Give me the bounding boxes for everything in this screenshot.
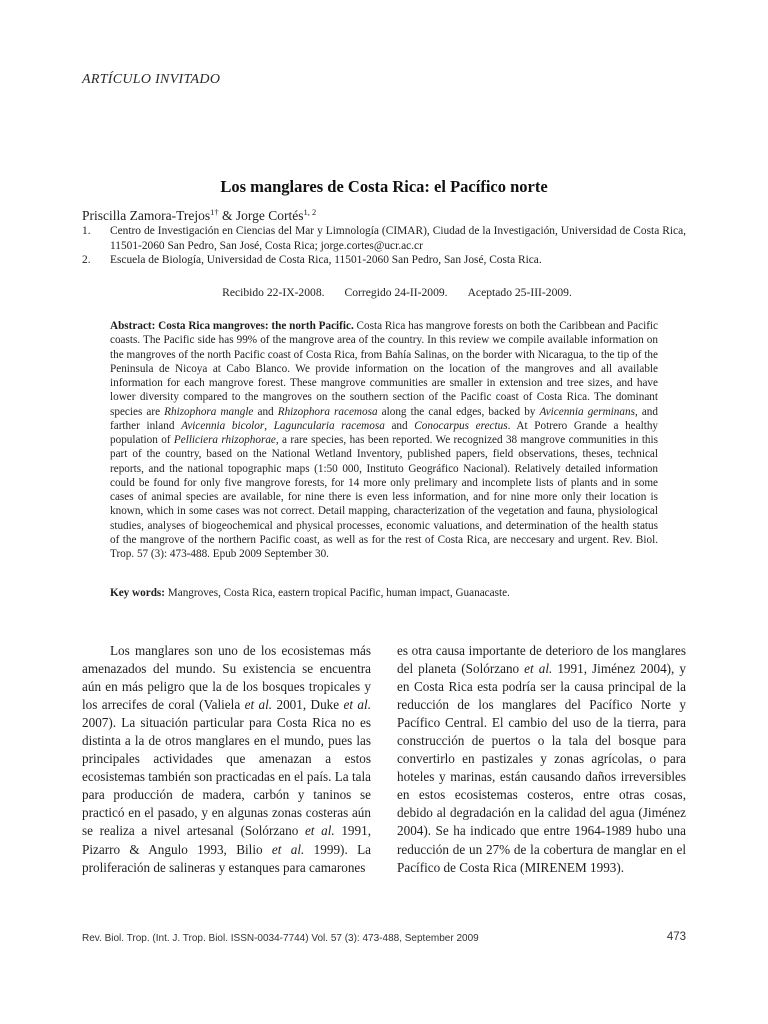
body-text: Los manglares son uno de los ecosistemas más amenazados del mundo. Su existencia se encuentra aún en más peligro que la de los bosques tropicales y los arrecifes de coral (Valiela — [82, 643, 371, 713]
author-name-1: Priscilla Zamora-Trejos — [82, 208, 211, 223]
author-1-marks: 1† — [210, 207, 219, 217]
species-name: Rhizophora racemosa — [277, 405, 378, 418]
keywords-label: Key words: — [110, 587, 165, 599]
body-column-left — [82, 642, 371, 877]
species-name: Rhizophora mangle — [164, 405, 254, 418]
species-name: Avicennia germinans — [539, 405, 635, 418]
species-name: Pelliciera rhizophorae — [173, 434, 276, 446]
date-accepted: Aceptado 25-III-2009. — [467, 286, 572, 299]
citation-etal: et al. — [244, 697, 273, 713]
body-text: 1991, Jiménez 2004), y en Costa Rica esta podría ser la causa principal de la reducción de los manglares del Pacífico Norte y Pacífico Central. El cambio del uso de la tierra, para construcción de puertos o la tala del bosque para convertirlo en pastizales y zonas agrícolas, o para hoteles y marinas, están causando daños irreversibles en estos ecosistemas costeros, entre otras cosas, debido al degradación en la calidad del agua (Jiménez 2004). Se ha indicado que entre 1964-1989 hubo una reducción de un 27% de la cobertura de manglar en el Pacífico de Costa Rica (MIRENEM 1993). — [397, 661, 686, 875]
author-separator: & — [218, 208, 236, 223]
page-number: 473 — [666, 931, 686, 943]
abstract-lead: Abstract: Costa Rica mangroves: the north Pacific. — [110, 320, 354, 332]
body-text: 1999). La proliferación de salineras y estanques para camarones — [82, 841, 371, 875]
author-name-2: Jorge Cortés — [235, 208, 304, 223]
keywords — [110, 586, 658, 600]
affiliation-text: Centro de Investigación en Ciencias del Mar y Limnología (CIMAR), Ciudad de la Investigación, Universidad de Costa Rica, 11501-2060 San Pedro, San José, Costa Rica; jorge.cortes@ucr.ac.cr — [110, 225, 686, 252]
keywords-text: Mangroves, Costa Rica, eastern tropical Pacific, human impact, Guanacaste. — [165, 587, 510, 599]
affiliation-text: Escuela de Biología, Universidad de Costa Rica, 11501-2060 San Pedro, San José, Costa Rica. — [110, 254, 542, 266]
abstract-text: along the canal edges, backed by — [377, 405, 540, 418]
citation-etal: et al. — [343, 697, 371, 713]
species-name: Conocarpus erectus — [414, 419, 508, 432]
author-line — [82, 207, 316, 224]
footer-citation: Rev. Biol. Trop. (Int. J. Trop. Biol. ISSN-0034-7744) Vol. 57 (3): 473-488, September 2009 — [82, 933, 479, 944]
body-text: 1991, Pizarro & Angulo 1993, Bilio — [82, 823, 372, 857]
body-text: 2007). La situación particular para Costa Rica no es distinta a la de otros manglares en el mundo, pues las principales actividades que amenazan a estos ecosistemas también son practicadas en el país. La tala para producción de madera, carbón y taninos se practicó en el pasado, y en algunas zonas costeras aún se realiza a nivel artesanal (Solórzano — [82, 715, 371, 839]
abstract-text: , a rare species, has been reported. We recognized 38 mangrove communities in this part of the country, based on the National Wetland Inventory, published papers, field observations, theses, technical reports, and the national topographic maps (1:50 000, Instituto Geográfico Nacional). Relatively detailed information could be found for only five mangrove forests, for 14 more only prelimary and incomplete lists of plants and in some cases of animal species are available, for nine there is even less information, and for nine more only their location is known, which in some cases was not correct. Detail mapping, characterization of the vegetation and fauna, physiological studies, analyses of biogeochemical and physical processes, economic valuations, and determination of the health status of the mangrove of the northern Pacific coast, as well as for the rest of Costa Rica, are neccesary and urgent. Rev. Biol. Trop. 57 (3): 473-488. Epub 2009 September 30. — [110, 434, 658, 560]
citation-etal: et al. — [271, 841, 305, 857]
body-text: 2001, Duke — [272, 697, 344, 713]
section-label: ARTÍCULO INVITADO — [82, 72, 221, 87]
species-name: Avicennia bicolor — [181, 419, 265, 432]
abstract-text: and — [253, 405, 278, 418]
date-received: Recibido 22-IX-2008. — [222, 286, 325, 299]
body-column-right — [397, 642, 686, 877]
author-2-marks: 1, 2 — [303, 207, 317, 217]
affiliation-1 — [82, 224, 686, 253]
abstract-text: and — [384, 419, 415, 432]
abstract-text: . At Potrero Grande a healthy population of — [110, 419, 659, 446]
article-title: Los manglares de Costa Rica: el Pacífico norte — [220, 177, 548, 196]
abstract-text: , — [264, 419, 274, 432]
citation-etal: et al. — [304, 823, 335, 839]
affiliation-2 — [82, 253, 686, 268]
date-corrected: Corregido 24-II-2009. — [344, 286, 448, 299]
body-text: es otra causa importante de deterioro de los manglares del planeta (Solórzano — [397, 643, 686, 677]
citation-etal: et al. — [524, 661, 553, 677]
article-dates — [0, 286, 768, 299]
abstract-text: Costa Rica has mangrove forests on both the Caribbean and Pacific coasts. The Pacific side has 99% of the mangrove area of the country. In this review we compile available information on the mangroves of the north Pacific coast of Costa Rica, from Bahía Salinas, on the border with Nicaragua, to the tip of the Peninsula de Nicoya at Cabo Blanco. We provide information on the location of the mangroves and all available information for each mangrove forest. These mangrove communities are smaller in extension and tree sizes, and have lower diversity compared to the mangroves on the southern section of the Pacific coast of Costa Rica. The dominant species are — [110, 320, 658, 418]
abstract — [110, 319, 658, 561]
species-name: Laguncularia racemosa — [273, 419, 385, 432]
affiliation-number: 1. — [82, 225, 91, 237]
affiliation-number: 2. — [82, 254, 91, 266]
abstract-text: , and farther inland — [110, 405, 658, 432]
